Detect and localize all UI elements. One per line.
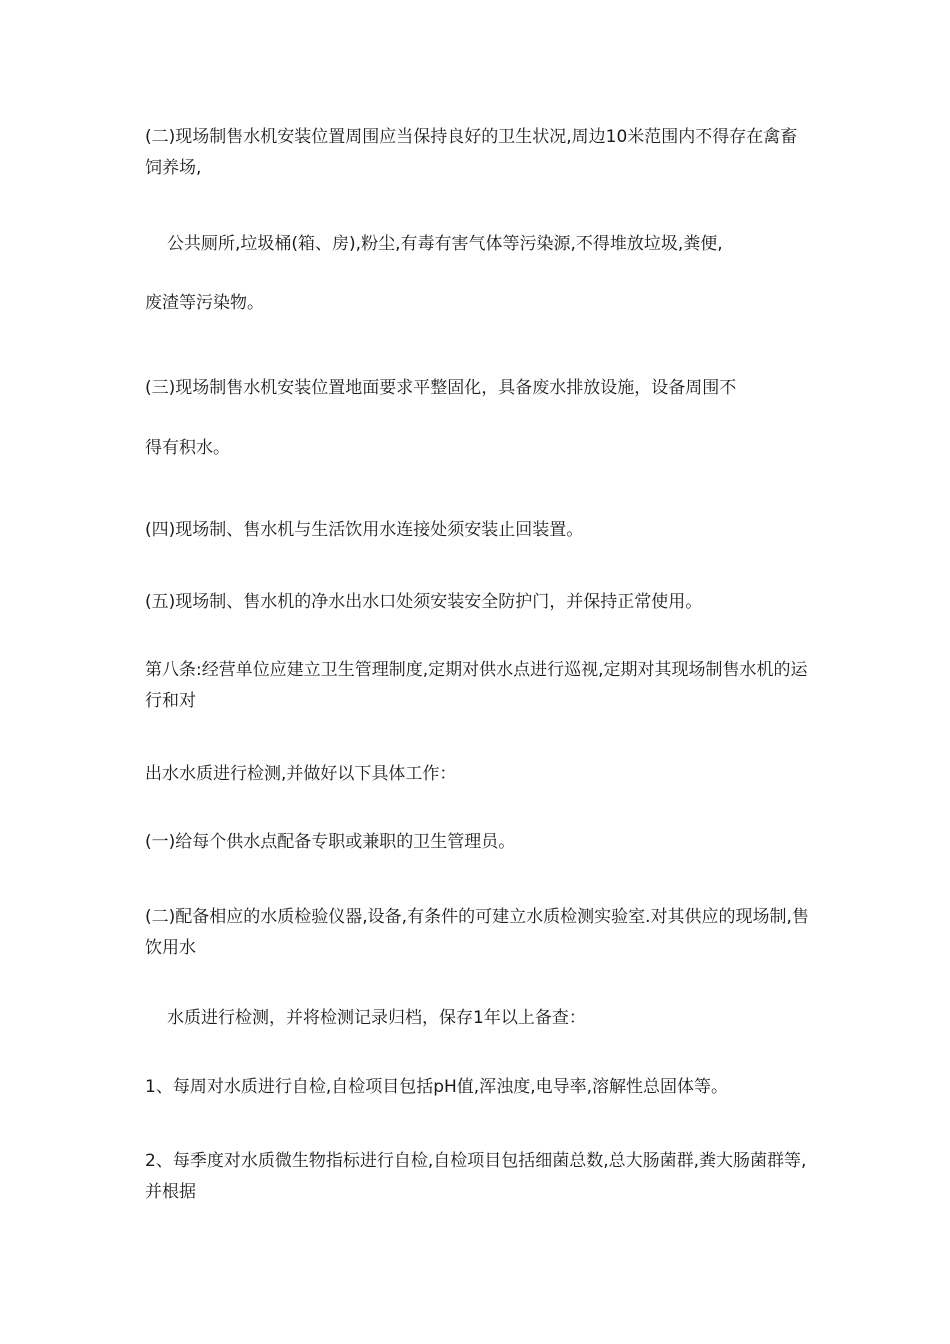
paragraph-4: (三)现场制售水机安装位置地面要求平整固化，具备废水排放设施，设备周围不 [145, 378, 737, 398]
paragraph-6: (四)现场制、售水机与生活饮用水连接处须安装止回装置。 [145, 520, 584, 540]
paragraph-2: 公共厕所,垃圾桶(箱、房),粉尘,有毒有害气体等污染源,不得堆放垃圾,粪便, [167, 234, 723, 254]
paragraph-14: 2、每季度对水质微生物指标进行自检,自检项目包括细菌总数,总大肠菌群,粪大肠菌群等,并根据 [145, 1151, 807, 1202]
paragraph-8: 第八条:经营单位应建立卫生管理制度,定期对供水点进行巡视,定期对其现场制售水机的运行和对 [145, 660, 808, 711]
paragraph-5: 得有积水。 [145, 438, 230, 458]
paragraph-13: 1、每周对水质进行自检,自检项目包括pH值,浑浊度,电导率,溶解性总固体等。 [145, 1077, 729, 1097]
paragraph-1: (二)现场制售水机安装位置周围应当保持良好的卫生状况,周边10米范围内不得存在禽畜饲养场, [145, 127, 798, 178]
paragraph-9: 出水水质进行检测,并做好以下具体工作： [145, 764, 457, 784]
paragraph-11: (二)配备相应的水质检验仪器,设备,有条件的可建立水质检测实验室.对其供应的现场制,售饮用水 [145, 907, 809, 958]
paragraph-10: (一)给每个供水点配备专职或兼职的卫生管理员。 [145, 832, 516, 852]
paragraph-3: 废渣等污染物。 [145, 293, 264, 313]
paragraph-12: 水质进行检测，并将检测记录归档，保存1年以上备查： [167, 1008, 586, 1028]
paragraph-7: (五)现场制、售水机的净水出水口处须安装安全防护门，并保持正常使用。 [145, 592, 703, 612]
